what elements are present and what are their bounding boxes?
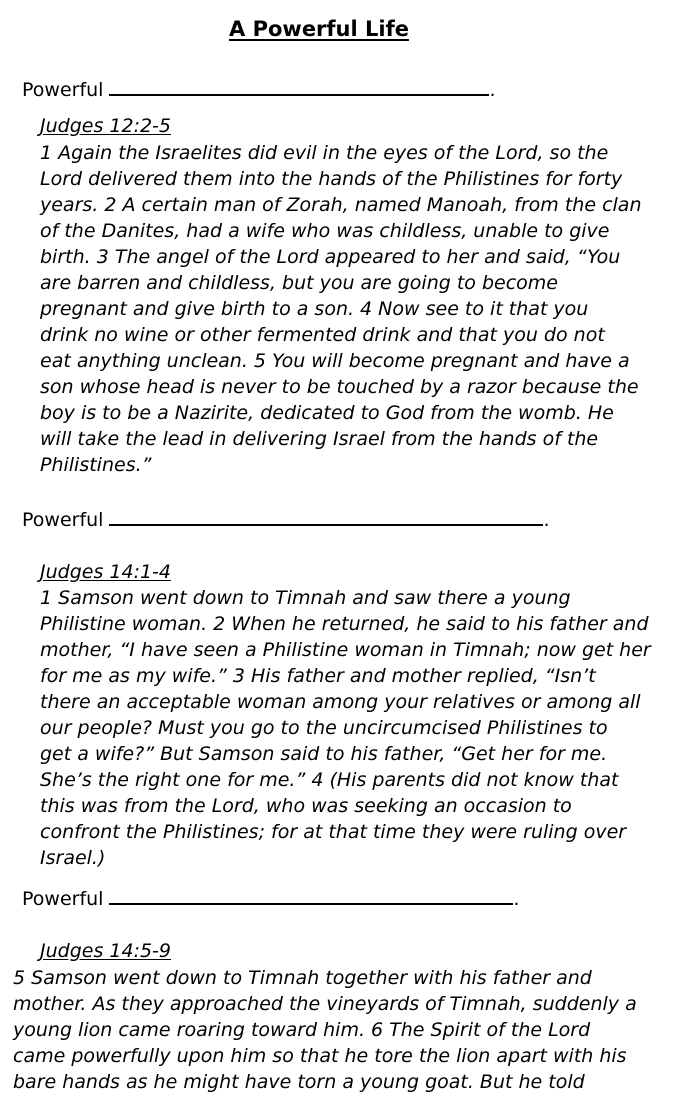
passage-line: birth. 3 The angel of the Lord appeared to her and said, “You xyxy=(40,246,621,268)
passage-line: pregnant and give birth to a son. 4 Now see to it that you xyxy=(40,298,589,320)
passage-line: confront the Philistines; for at that time they were ruling over xyxy=(40,821,627,843)
passage-line: of the Danites, had a wife who was childless, unable to give xyxy=(40,220,610,242)
passage-line: will take the lead in delivering Israel from the hands of the xyxy=(40,428,599,450)
prompt-label: Powerful xyxy=(22,79,104,101)
passage-line: young lion came roaring toward him. 6 The Spirit of the Lord xyxy=(13,1019,591,1041)
passage-line: bare hands as he might have torn a young goat. But he told xyxy=(13,1071,585,1093)
passage-line: our people? Must you go to the uncircumcised Philistines to xyxy=(40,717,608,739)
passage-line: 1 Samson went down to Timnah and saw there a young xyxy=(40,587,571,609)
scripture-passage-1 xyxy=(40,140,642,478)
fill-in-prompt-3 xyxy=(22,886,520,910)
answer-blank xyxy=(109,507,543,526)
passage-line: Lord delivered them into the hands of the Philistines for forty xyxy=(40,168,623,190)
passage-line: this was from the Lord, who was seeking an occasion to xyxy=(40,795,572,817)
scripture-passage-2 xyxy=(40,585,651,871)
scripture-reference-1: Judges 12:2-5 xyxy=(40,115,172,137)
fill-in-prompt-2 xyxy=(22,507,550,531)
passage-line: boy is to be a Nazirite, dedicated to God from the womb. He xyxy=(40,402,614,424)
page-title: A Powerful Life xyxy=(229,17,409,41)
fill-in-prompt-1 xyxy=(22,77,496,101)
passage-line: mother, “I have seen a Philistine woman in Timnah; now get her xyxy=(40,639,651,661)
prompt-label: Powerful xyxy=(22,509,104,531)
passage-line: Israel.) xyxy=(40,847,106,869)
passage-line: came powerfully upon him so that he tore the lion apart with his xyxy=(13,1045,627,1067)
passage-line: 5 Samson went down to Timnah together with his father and xyxy=(13,967,592,989)
passage-line: years. 2 A certain man of Zorah, named Manoah, from the clan xyxy=(40,194,642,216)
passage-line: 1 Again the Israelites did evil in the eyes of the Lord, so the xyxy=(40,142,609,164)
passage-line: eat anything unclean. 5 You will become pregnant and have a xyxy=(40,350,630,372)
passage-line: mother. As they approached the vineyards of Timnah, suddenly a xyxy=(13,993,637,1015)
scripture-passage-3 xyxy=(13,965,637,1095)
passage-line: get a wife?” But Samson said to his father, “Get her for me. xyxy=(40,743,608,765)
answer-blank xyxy=(109,77,489,96)
passage-line: Philistine woman. 2 When he returned, he said to his father and xyxy=(40,613,649,635)
scripture-reference-3: Judges 14:5-9 xyxy=(40,940,172,962)
prompt-label: Powerful xyxy=(22,888,104,910)
passage-line: She’s the right one for me.” 4 (His parents did not know that xyxy=(40,769,619,791)
scripture-reference-2: Judges 14:1-4 xyxy=(40,561,172,583)
prompt-end: . xyxy=(489,79,496,101)
passage-line: drink no wine or other fermented drink and that you do not xyxy=(40,324,605,346)
prompt-end: . xyxy=(513,888,520,910)
answer-blank xyxy=(109,886,513,905)
prompt-end: . xyxy=(543,509,550,531)
passage-line: there an acceptable woman among your relatives or among all xyxy=(40,691,641,713)
passage-line: are barren and childless, but you are going to become xyxy=(40,272,558,294)
passage-line: son whose head is never to be touched by a razor because the xyxy=(40,376,639,398)
passage-line: Philistines.” xyxy=(40,454,152,476)
passage-line: for me as my wife.” 3 His father and mother replied, “Isn’t xyxy=(40,665,596,687)
